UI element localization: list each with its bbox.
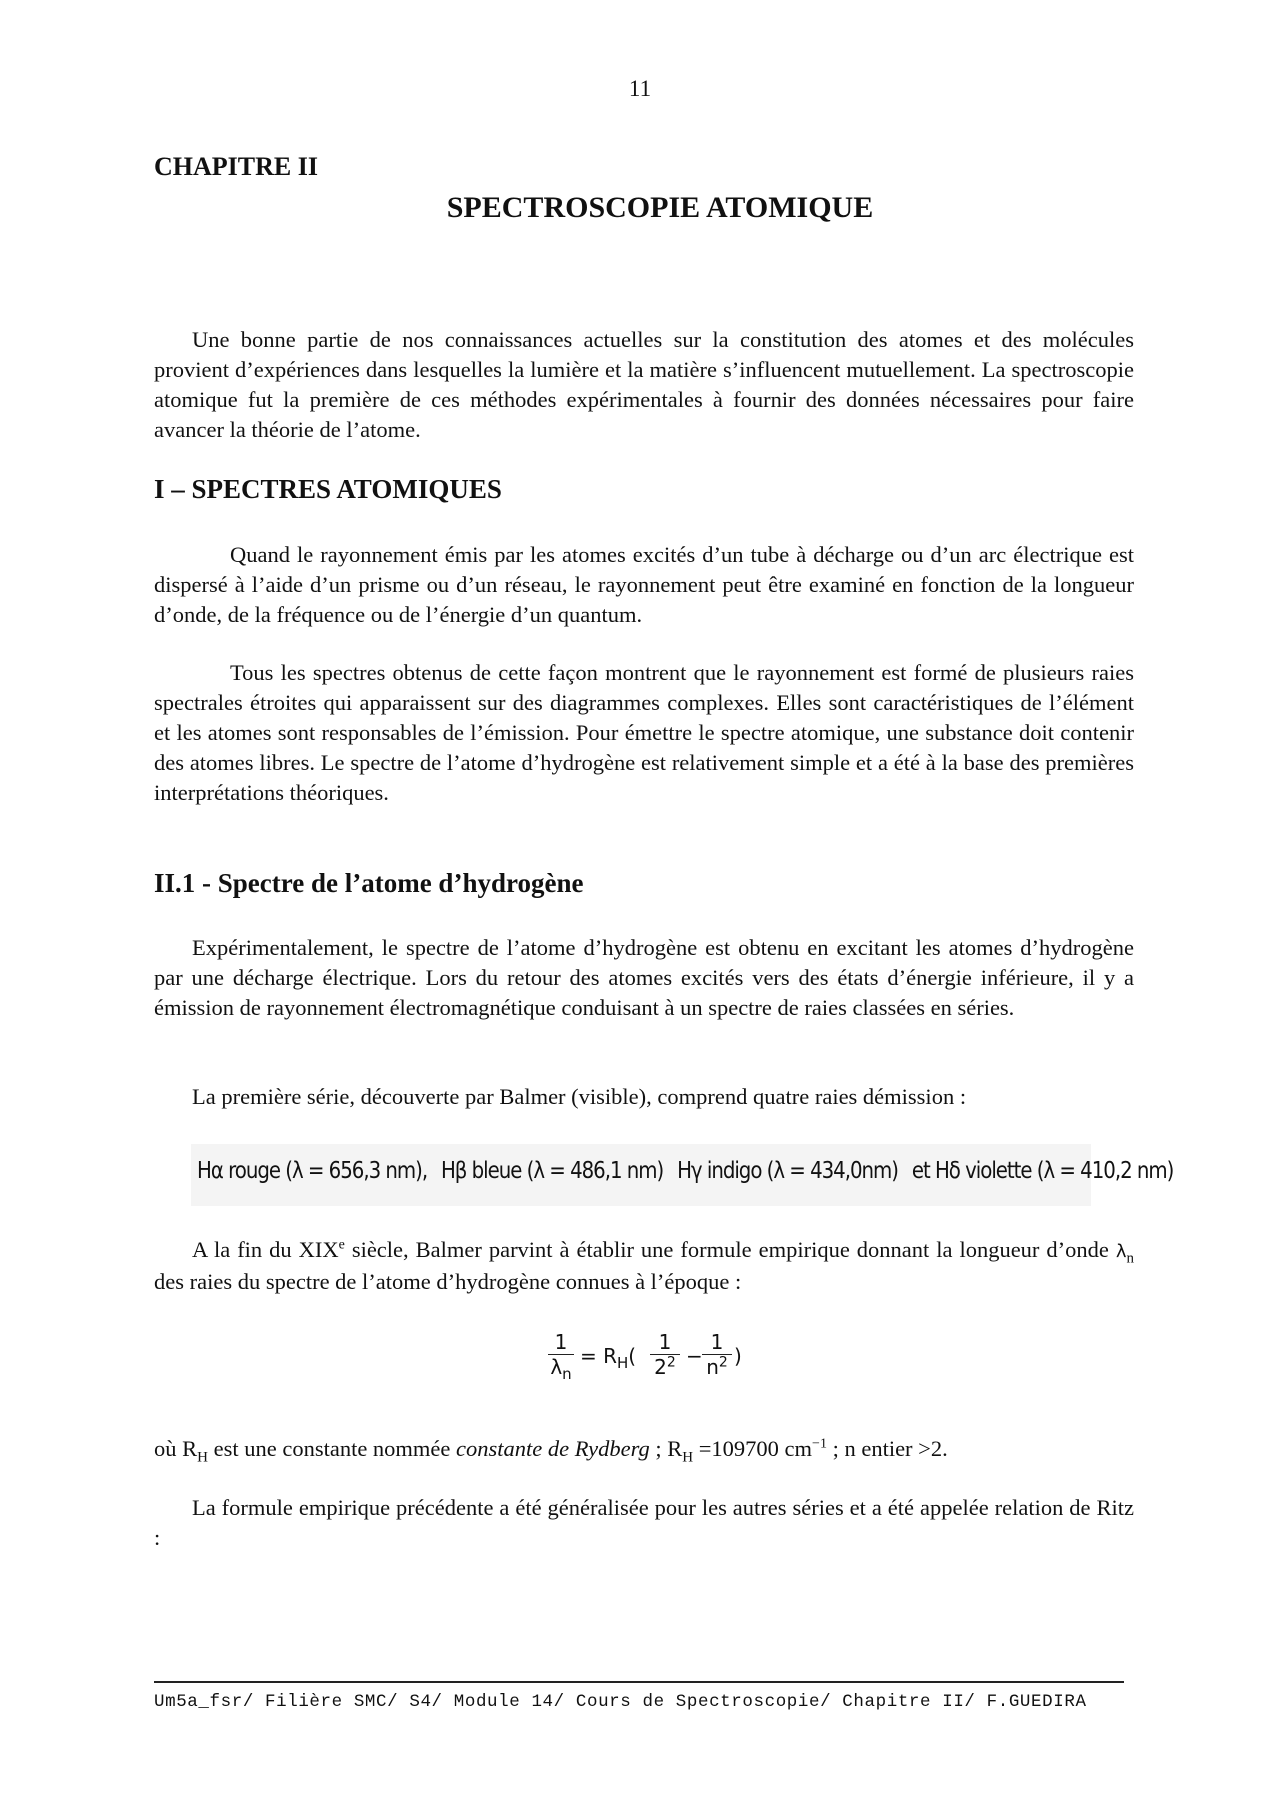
chapter-label: CHAPITRE II <box>154 152 318 181</box>
intro-paragraph: Une bonne partie de nos connaissances actuelles sur la constitution des atomes et des molécules provient d’expériences dans lesquelles la lumière et la matière s’influencent mutuellement. La spectroscopie atomique fut la première de ces méthodes expérimentales à fournir des données nécessaires pour faire avancer la théorie de l’atome. <box>154 327 1134 442</box>
balmer-intro-paragraph: La première série, découverte par Balmer (visible), comprend quatre raies démission : <box>192 1084 967 1109</box>
footer-text: Um5a_fsr/ Filière SMC/ S4/ Module 14/ Cours de Spectroscopie/ Chapitre II/ F.GUEDIRA <box>154 1692 1087 1712</box>
balmer-line-h-alpha: Hα rouge (λ = 656,3 nm), <box>197 1158 428 1184</box>
section-heading-spectres: I – SPECTRES ATOMIQUES <box>154 474 502 504</box>
rydberg-paragraph: où $R_H$ est une constante nommée constante de Rydberg ; $R_H =109700$ $cm^{-1}$ ; n entier >2. <box>154 1436 948 1466</box>
balmer-line-h-gamma: Hγ indigo (λ = 434,0nm) <box>677 1158 898 1184</box>
formula-close: ) <box>734 1344 742 1368</box>
formula-fraction-1: $\frac{1}{2^2}$ <box>650 1330 680 1379</box>
balmer-formula-paragraph: A la fin du XIXe siècle, Balmer parvint à établir une formule empirique donnant la longueur d’onde $\lambda_n$ des raies du spectre de l’atome d’hydrogène connues à l’époque : <box>154 1237 1135 1294</box>
chapter-title: SPECTROSCOPIE ATOMIQUE <box>446 191 874 224</box>
balmer-line-h-delta: et Hδ violette (λ = 410,2 nm) <box>911 1158 1174 1184</box>
hydrogene-paragraph-1: Expérimentalement, le spectre de l’atome d’hydrogène est obtenu en excitant les atomes d’hydrogène par une décharge électrique. Lors du retour des atomes excités vers des états d’énergie inférieure, il y a émission de rayonnement électromagnétique conduisant à un spectre de raies classées en séries. <box>154 935 1134 1020</box>
formula-rh: = $R_H$( <box>580 1344 637 1372</box>
balmer-lines-box <box>191 1144 1174 1206</box>
section-heading-hydrogene: II.1 - Spectre de l’atome d’hydrogène <box>154 868 584 898</box>
footer-rule <box>154 1681 1124 1683</box>
page-number: 11 <box>628 76 652 101</box>
balmer-line-h-beta: Hβ bleue (λ = 486,1 nm) <box>440 1158 664 1184</box>
spectres-paragraph-1: Quand le rayonnement émis par les atomes excités d’un tube à décharge ou d’un arc électrique est dispersé à l’aide d’un prisme ou d’un réseau, le rayonnement peut être examiné en fonction de la longueur d’onde, de la fréquence ou de l’énergie d’un quantum. <box>154 542 1134 627</box>
spectres-paragraph-2: Tous les spectres obtenus de cette façon montrent que le rayonnement est formé de plusieurs raies spectrales étroites qui apparaissent sur des diagrammes complexes. Elles sont caractéristiques de l’élément et les atomes sont responsables de l’émission. Pour émettre le spectre atomique, une substance doit contenir des atomes libres. Le spectre de l’atome d’hydrogène est relativement simple et a été à la base des premières interprétations théoriques. <box>154 660 1134 805</box>
balmer-lines <box>197 1158 1182 1184</box>
balmer-formula <box>548 1330 748 1410</box>
formula-fraction-2: $\frac{1}{n^2}$ <box>702 1330 732 1379</box>
formula-lhs-fraction: $\frac{1}{\lambda_n}$ <box>548 1330 574 1379</box>
ritz-paragraph: La formule empirique précédente a été généralisée pour les autres séries et a été appelée relation de Ritz : <box>154 1495 1134 1550</box>
formula-minus: − <box>686 1344 703 1368</box>
